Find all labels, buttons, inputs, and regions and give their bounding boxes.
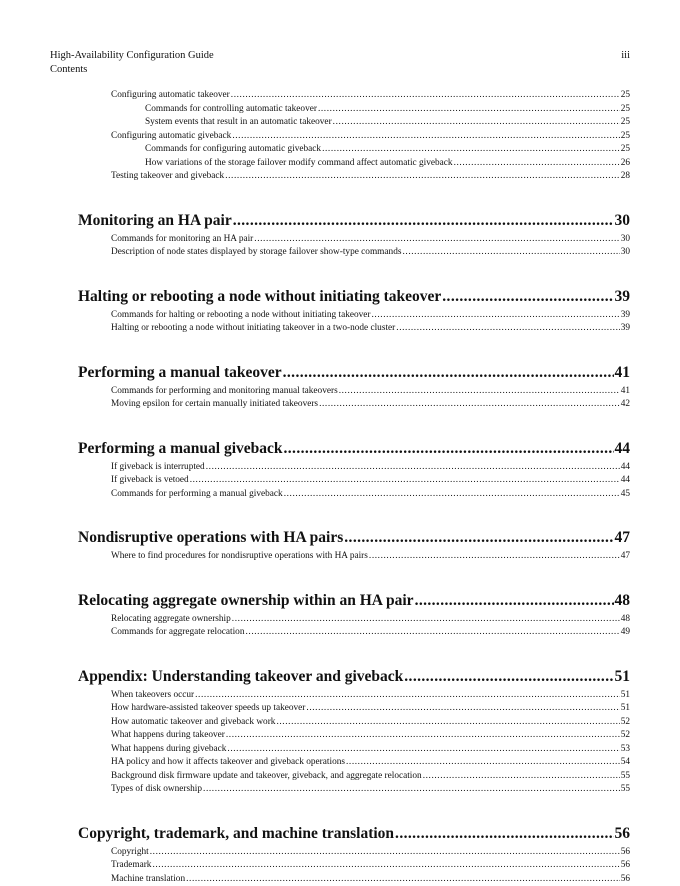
toc-chapter-page: 44 xyxy=(615,439,631,459)
toc-chapter[interactable] xyxy=(78,211,630,231)
document-title: High-Availability Configuration Guide xyxy=(50,50,214,61)
toc-chapter-title: Relocating aggregate ownership within an HA pair xyxy=(78,591,414,611)
toc-entry-page: 52 xyxy=(621,729,630,743)
toc-entry-page: 44 xyxy=(621,474,630,488)
toc-entry[interactable] xyxy=(78,729,630,743)
toc-entry-title: Trademark xyxy=(111,859,151,873)
document-section-label: Contents xyxy=(50,64,87,75)
toc-entry-title: Commands for controlling automatic takeover xyxy=(145,103,317,117)
dot-leader xyxy=(402,246,619,260)
dot-leader xyxy=(190,474,620,488)
toc-entry-title: How variations of the storage failover modify command affect automatic giveback xyxy=(145,157,453,171)
toc-entry[interactable] xyxy=(78,873,630,886)
toc-chapter-title: Appendix: Understanding takeover and giveback xyxy=(78,667,403,687)
toc-chapter-page: 56 xyxy=(615,824,631,844)
toc-entry-page: 52 xyxy=(621,716,630,730)
toc-chapter[interactable] xyxy=(78,528,630,548)
dot-leader xyxy=(396,322,619,336)
toc-entry[interactable] xyxy=(78,157,630,171)
dot-leader xyxy=(339,385,620,399)
toc-entry[interactable] xyxy=(78,689,630,703)
toc-entry-page: 54 xyxy=(621,756,630,770)
toc-chapter[interactable] xyxy=(78,363,630,383)
dot-leader xyxy=(231,89,620,103)
toc-entry-title: Commands for monitoring an HA pair xyxy=(111,233,253,247)
section-spacer xyxy=(78,260,630,287)
section-spacer xyxy=(78,336,630,363)
toc-chapter-page: 30 xyxy=(615,211,631,231)
toc-chapter-page: 47 xyxy=(615,528,631,548)
toc-entry[interactable] xyxy=(78,130,630,144)
toc-entry[interactable] xyxy=(78,474,630,488)
dot-leader xyxy=(369,550,620,564)
toc-chapter-page: 39 xyxy=(615,287,631,307)
toc-entry-title: If giveback is vetoed xyxy=(111,474,189,488)
toc-entry-page: 55 xyxy=(621,770,630,784)
toc-entry-title: How hardware-assisted takeover speeds up takeover xyxy=(111,702,305,716)
dot-leader xyxy=(283,363,614,383)
toc-entry-page: 47 xyxy=(621,550,630,564)
toc-entry-title: Commands for performing a manual giveback xyxy=(111,488,283,502)
dot-leader xyxy=(284,439,614,459)
toc-entry-title: If giveback is interrupted xyxy=(111,461,205,475)
toc-chapter[interactable] xyxy=(78,287,630,307)
section-spacer xyxy=(78,640,630,667)
toc-chapter-title: Monitoring an HA pair xyxy=(78,211,232,231)
toc-entry-page: 56 xyxy=(621,873,630,886)
toc-entry[interactable] xyxy=(78,461,630,475)
toc-entry-page: 55 xyxy=(621,783,630,797)
toc-entry[interactable] xyxy=(78,613,630,627)
toc-chapter-title: Halting or rebooting a node without initiating takeover xyxy=(78,287,441,307)
dot-leader xyxy=(206,461,620,475)
toc-entry-title: Where to find procedures for nondisruptive operations with HA pairs xyxy=(111,550,368,564)
toc-entry-page: 25 xyxy=(621,103,630,117)
toc-entry-page: 30 xyxy=(621,233,630,247)
toc-entry[interactable] xyxy=(78,116,630,130)
dot-leader xyxy=(442,287,613,307)
toc-entry-page: 48 xyxy=(621,613,630,627)
toc-entry-page: 51 xyxy=(621,689,630,703)
toc-entry-page: 56 xyxy=(621,846,630,860)
dot-leader xyxy=(152,859,619,873)
toc-entry-page: 28 xyxy=(621,170,630,184)
dot-leader xyxy=(395,824,613,844)
toc-entry-page: 26 xyxy=(621,157,630,171)
dot-leader xyxy=(232,130,619,144)
toc-entry[interactable] xyxy=(78,246,630,260)
dot-leader xyxy=(227,743,619,757)
section-spacer xyxy=(78,184,630,211)
toc-entry-title: Moving epsilon for certain manually initiated takeovers xyxy=(111,398,318,412)
toc-chapter-title: Performing a manual giveback xyxy=(78,439,283,459)
dot-leader xyxy=(346,756,620,770)
section-spacer xyxy=(78,797,630,824)
dot-leader xyxy=(203,783,620,797)
dot-leader xyxy=(150,846,620,860)
dot-leader xyxy=(415,591,614,611)
toc-chapter-page: 48 xyxy=(615,591,631,611)
toc-entry-page: 44 xyxy=(621,461,630,475)
dot-leader xyxy=(225,170,620,184)
dot-leader xyxy=(195,689,620,703)
toc-entry-title: Machine translation xyxy=(111,873,185,886)
toc-chapter-page: 51 xyxy=(615,667,631,687)
dot-leader xyxy=(423,770,620,784)
toc-entry[interactable] xyxy=(78,783,630,797)
toc-entry[interactable] xyxy=(78,846,630,860)
toc-entry-page: 25 xyxy=(621,130,630,144)
toc-entry[interactable] xyxy=(78,309,630,323)
toc-chapter[interactable] xyxy=(78,439,630,459)
toc-entry-page: 41 xyxy=(621,385,630,399)
dot-leader xyxy=(404,667,613,687)
section-spacer xyxy=(78,501,630,528)
toc-entry-page: 25 xyxy=(621,89,630,103)
toc-chapter-page: 41 xyxy=(615,363,631,383)
toc-chapter-title: Copyright, trademark, and machine translation xyxy=(78,824,394,844)
toc-entry-title: Copyright xyxy=(111,846,149,860)
toc-entry-title: Commands for performing and monitoring manual takeovers xyxy=(111,385,338,399)
toc-entry-title: HA policy and how it affects takeover and giveback operations xyxy=(111,756,345,770)
toc-entry[interactable] xyxy=(78,233,630,247)
toc-entry-title: Halting or rebooting a node without initiating takeover in a two-node cluster xyxy=(111,322,395,336)
toc-entry-title: When takeovers occur xyxy=(111,689,194,703)
dot-leader xyxy=(454,157,620,171)
toc-entry[interactable] xyxy=(78,550,630,564)
toc-entry-page: 25 xyxy=(621,143,630,157)
toc-entry[interactable] xyxy=(78,398,630,412)
toc-entry-title: Description of node states displayed by storage failover show-type commands xyxy=(111,246,401,260)
dot-leader xyxy=(233,211,614,231)
toc-entry-title: Commands for aggregate relocation xyxy=(111,626,244,640)
toc-entry-page: 49 xyxy=(621,626,630,640)
toc-entry-page: 53 xyxy=(621,743,630,757)
toc-entry[interactable] xyxy=(78,756,630,770)
toc-entry-page: 39 xyxy=(621,322,630,336)
toc-entry[interactable] xyxy=(78,385,630,399)
toc-entry-title: Commands for configuring automatic giveback xyxy=(145,143,321,157)
toc-chapter-title: Performing a manual takeover xyxy=(78,363,282,383)
toc-entry-page: 51 xyxy=(621,702,630,716)
toc-entry[interactable] xyxy=(78,859,630,873)
section-spacer xyxy=(78,564,630,591)
dot-leader xyxy=(322,143,620,157)
toc-entry[interactable] xyxy=(78,143,630,157)
dot-leader xyxy=(333,116,620,130)
toc-entry-title: Background disk firmware update and takeover, giveback, and aggregate relocation xyxy=(111,770,422,784)
section-spacer xyxy=(78,412,630,439)
toc-entry[interactable] xyxy=(78,716,630,730)
toc-entry-title: Testing takeover and giveback xyxy=(111,170,224,184)
toc-entry[interactable] xyxy=(78,103,630,117)
toc-entry-title: Configuring automatic takeover xyxy=(111,89,230,103)
toc-chapter[interactable] xyxy=(78,667,630,687)
dot-leader xyxy=(372,309,620,323)
toc-entry[interactable] xyxy=(78,89,630,103)
dot-leader xyxy=(306,702,619,716)
toc-entry-title: Types of disk ownership xyxy=(111,783,202,797)
dot-leader xyxy=(186,873,620,886)
toc-entry[interactable] xyxy=(78,702,630,716)
toc-entry-page: 25 xyxy=(621,116,630,130)
dot-leader xyxy=(226,729,620,743)
toc-entry-page: 45 xyxy=(621,488,630,502)
dot-leader xyxy=(232,613,620,627)
dot-leader xyxy=(276,716,619,730)
dot-leader xyxy=(284,488,620,502)
toc-entry-title: Configuring automatic giveback xyxy=(111,130,231,144)
toc-entry[interactable] xyxy=(78,322,630,336)
toc-entry[interactable] xyxy=(78,170,630,184)
toc-chapter[interactable] xyxy=(78,824,630,844)
table-of-contents xyxy=(78,89,630,886)
toc-entry-page: 42 xyxy=(621,398,630,412)
toc-entry-title: System events that result in an automatic takeover xyxy=(145,116,332,130)
toc-entry[interactable] xyxy=(78,743,630,757)
dot-leader xyxy=(254,233,619,247)
toc-entry-page: 56 xyxy=(621,859,630,873)
toc-entry-page: 39 xyxy=(621,309,630,323)
toc-entry-title: What happens during giveback xyxy=(111,743,226,757)
toc-entry-title: Commands for halting or rebooting a node without initiating takeover xyxy=(111,309,371,323)
dot-leader xyxy=(344,528,613,548)
toc-entry-title: What happens during takeover xyxy=(111,729,225,743)
dot-leader xyxy=(319,398,620,412)
toc-entry-title: How automatic takeover and giveback work xyxy=(111,716,275,730)
toc-entry-page: 30 xyxy=(621,246,630,260)
toc-entry[interactable] xyxy=(78,626,630,640)
page-number: iii xyxy=(621,50,630,61)
toc-chapter[interactable] xyxy=(78,591,630,611)
dot-leader xyxy=(245,626,619,640)
dot-leader xyxy=(318,103,620,117)
toc-entry-title: Relocating aggregate ownership xyxy=(111,613,231,627)
toc-entry[interactable] xyxy=(78,770,630,784)
toc-entry[interactable] xyxy=(78,488,630,502)
toc-chapter-title: Nondisruptive operations with HA pairs xyxy=(78,528,343,548)
